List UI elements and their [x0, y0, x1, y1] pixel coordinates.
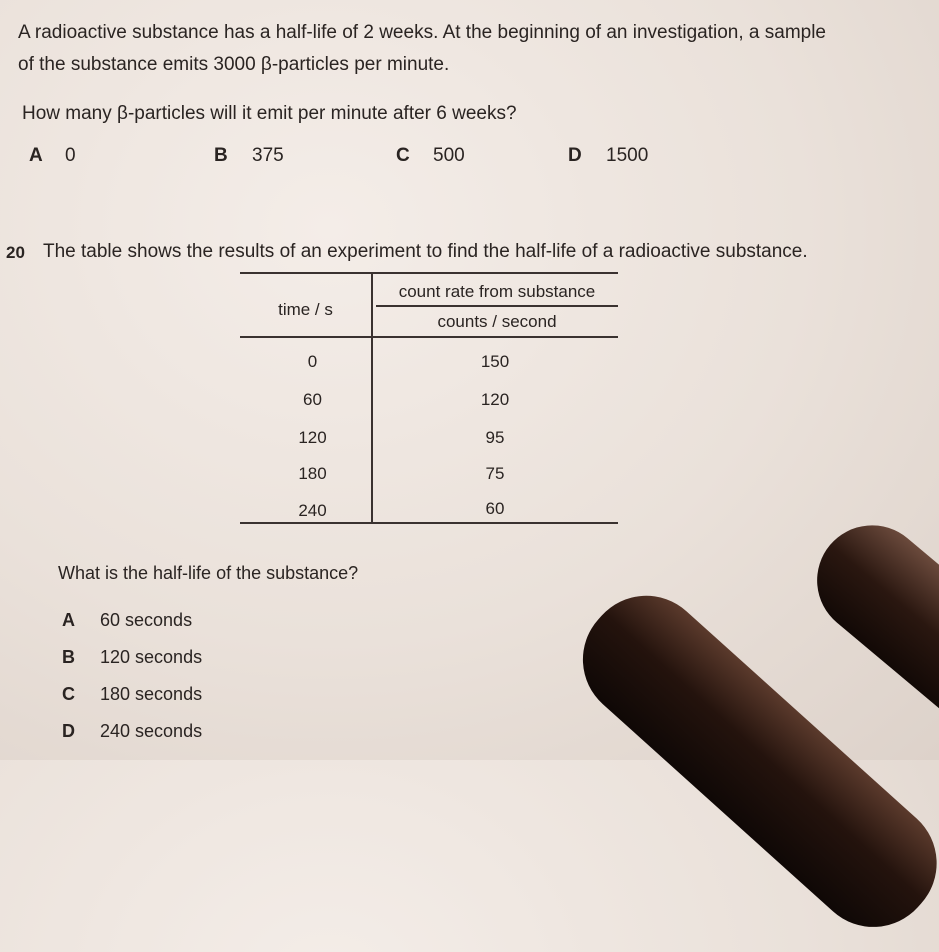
row-count: 120: [480, 390, 510, 409]
row-count: 75: [485, 464, 505, 483]
header-count-unit: counts / second: [437, 312, 557, 331]
q20-option-b-letter: B: [62, 647, 75, 667]
row-time: 180: [298, 464, 327, 483]
table-top-rule: [240, 272, 618, 274]
q20-option-d-text: 240 seconds: [100, 721, 203, 741]
q20-option-c-text: 180 seconds: [100, 684, 203, 704]
q20-option-a-text: 60 seconds: [100, 610, 193, 630]
q19-option-a-text: 0: [65, 145, 76, 166]
row-count: 60: [485, 499, 505, 518]
q20-option-b-text: 120 seconds: [100, 647, 203, 667]
q20-number: 20: [6, 243, 25, 262]
row-count: 95: [485, 428, 505, 447]
q19-option-d-text: 1500: [606, 145, 649, 166]
header-divider: [376, 305, 618, 307]
q20-option-c-letter: C: [62, 684, 75, 704]
q19-stem-line1: A radioactive substance has a half-life of 2 weeks. At the beginning of an investigation, a sample: [18, 22, 827, 43]
q19-stem-line2: of the substance emits 3000 β-particles per minute.: [18, 54, 450, 75]
q20-option-d-letter: D: [62, 721, 75, 741]
q19-question: How many β-particles will it emit per minute after 6 weeks?: [22, 103, 517, 124]
q19-option-c-letter: C: [396, 145, 410, 166]
row-time: 120: [298, 428, 327, 447]
row-time: 0: [307, 352, 318, 371]
q19-option-b-text: 375: [252, 145, 284, 166]
finger-middle: [795, 503, 939, 754]
row-count: 150: [480, 352, 510, 371]
q20-question: What is the half-life of the substance?: [58, 563, 359, 583]
results-table: [240, 272, 618, 524]
row-time: 60: [303, 390, 322, 409]
row-time: 240: [298, 501, 327, 520]
q19-option-d-letter: D: [568, 145, 582, 166]
q19-option-c-text: 500: [433, 145, 465, 166]
q19-option-a-letter: A: [29, 145, 43, 166]
q19-option-b-letter: B: [214, 145, 228, 166]
q20-option-a-letter: A: [62, 610, 75, 630]
q20-stem: The table shows the results of an experiment to find the half-life of a radioactive substance.: [43, 241, 808, 262]
header-bottom-rule: [240, 336, 618, 338]
table-bottom-rule: [240, 522, 618, 524]
header-time: time / s: [278, 300, 333, 319]
header-count-rate: count rate from substance: [398, 282, 596, 301]
